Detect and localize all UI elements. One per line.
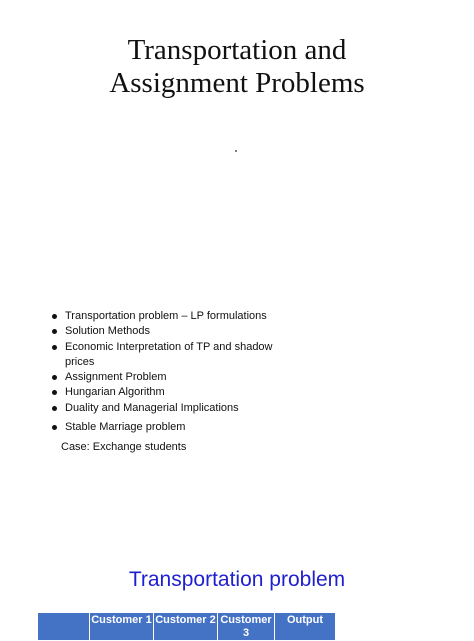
title-line-2: Assignment Problems bbox=[109, 67, 365, 99]
case-note: Case: Exchange students bbox=[61, 441, 187, 453]
table-header-cell: Output bbox=[275, 613, 336, 641]
section-heading: Transportation problem bbox=[128, 568, 346, 591]
bullet-icon bbox=[52, 390, 57, 395]
bullet-icon bbox=[52, 345, 57, 350]
bullet-icon bbox=[52, 425, 57, 430]
table-header-cell: Customer 1 bbox=[90, 613, 154, 641]
table-row bbox=[38, 613, 336, 641]
table-header-cell bbox=[38, 613, 90, 641]
table-header-cell: Customer 3 bbox=[218, 613, 275, 641]
bullet-icon bbox=[52, 314, 57, 319]
list-item: Hungarian Algorithm bbox=[50, 385, 295, 400]
list-item: Transportation problem – LP formulations bbox=[50, 309, 295, 324]
list-item: Stable Marriage problem bbox=[50, 420, 295, 435]
title-line-1: Transportation and bbox=[127, 34, 347, 66]
table-header-cell: Customer 2 bbox=[154, 613, 218, 641]
list-item: Economic Interpretation of TP and shadow prices bbox=[50, 340, 295, 371]
list-item: Duality and Managerial Implications bbox=[50, 401, 295, 416]
topic-list bbox=[50, 309, 295, 435]
stray-dot bbox=[235, 150, 237, 152]
page-title bbox=[0, 34, 474, 100]
list-item: Assignment Problem bbox=[50, 370, 295, 385]
bullet-icon bbox=[52, 406, 57, 411]
bullet-icon bbox=[52, 375, 57, 380]
list-item: Solution Methods bbox=[50, 324, 295, 339]
bullet-icon bbox=[52, 329, 57, 334]
transportation-table-header bbox=[37, 612, 336, 641]
